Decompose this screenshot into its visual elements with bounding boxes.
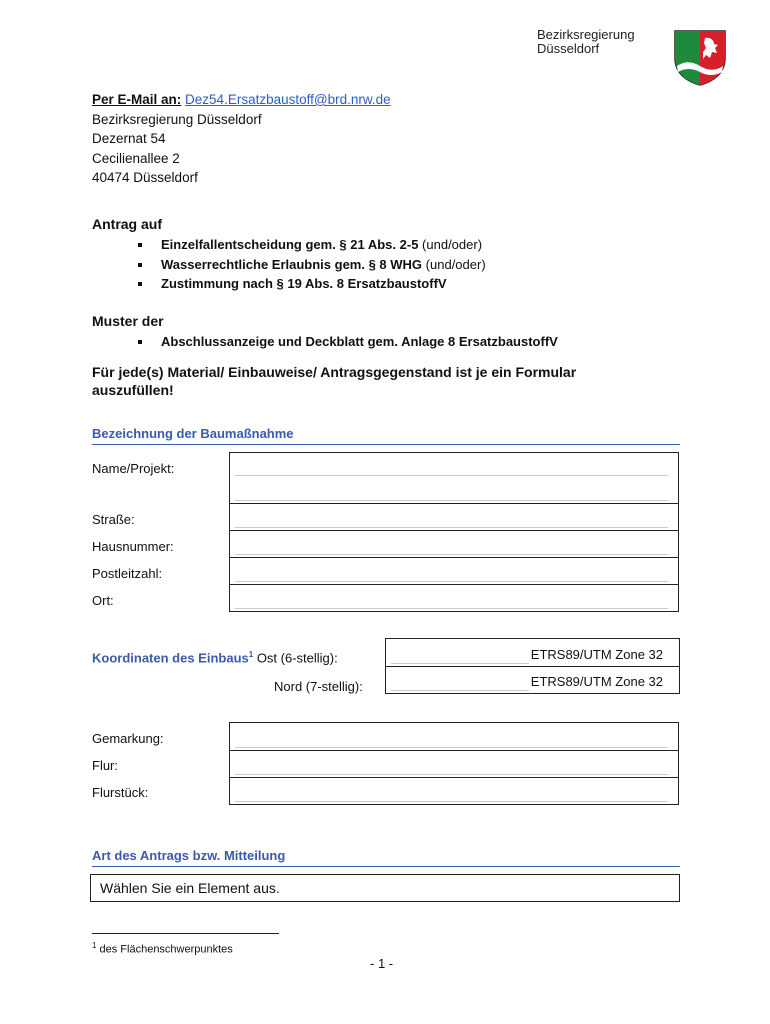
list-item: Abschlussanzeige und Deckblatt gem. Anlage 8 ErsatzbaustoffV — [138, 332, 558, 352]
hausnummer-label: Hausnummer: — [92, 539, 174, 554]
organization-name — [537, 28, 635, 56]
address-line-1: Bezirksregierung Düsseldorf — [92, 111, 262, 127]
ort-field[interactable] — [230, 584, 678, 611]
address-line-4: 40474 Düsseldorf — [92, 170, 198, 185]
ost-label: Ost (6-stellig): — [253, 650, 338, 666]
ost-field[interactable] — [386, 639, 679, 666]
flur-label: Flur: — [92, 758, 118, 773]
name-field[interactable] — [230, 453, 678, 503]
gemarkung-field[interactable] — [230, 723, 678, 750]
list-item: Zustimmung nach § 19 Abs. 8 ErsatzbaustoffV — [138, 274, 486, 294]
section-title-art: Art des Antrags bzw. Mitteilung — [92, 848, 680, 867]
ort-label: Ort: — [92, 593, 114, 608]
org-line-1: Bezirksregierung — [537, 27, 635, 42]
list-item: Einzelfallentscheidung gem. § 21 Abs. 2-5 (und/oder) — [138, 235, 486, 255]
strasse-label: Straße: — [92, 512, 135, 527]
nord-field[interactable] — [386, 666, 679, 693]
name-label: Name/Projekt: — [92, 461, 175, 476]
footnote-text: des Flächenschwerpunktes — [96, 943, 233, 956]
koordinaten-title: Koordinaten des Einbaus — [92, 650, 249, 666]
baumassnahme-fields-box — [229, 452, 679, 612]
footnote — [92, 941, 233, 956]
art-select-value: Wählen Sie ein Element aus. — [100, 880, 280, 896]
nord-unit: ETRS89/UTM Zone 32 — [530, 674, 663, 689]
list-item: Wasserrechtliche Erlaubnis gem. § 8 WHG (und/oder) — [138, 255, 486, 275]
address-line-2: Dezernat 54 — [92, 131, 166, 146]
nord-label: Nord (7-stellig): — [274, 679, 363, 694]
ost-unit: ETRS89/UTM Zone 32 — [530, 647, 663, 662]
email-link[interactable]: Dez54.Ersatzbaustoff@brd.nrw.de — [185, 92, 391, 107]
plz-field[interactable] — [230, 557, 678, 584]
art-select[interactable] — [90, 874, 680, 902]
footnote-ref: 1 — [248, 650, 254, 659]
flurstueck-field[interactable] — [230, 777, 678, 804]
email-label: Per E-Mail an: — [92, 92, 182, 107]
instruction-text: Für jede(s) Material/ Einbauweise/ Antragsgegenstand ist je ein Formular auszufüllen! — [92, 364, 577, 398]
section-title-baumassnahme: Bezeichnung der Baumaßnahme — [92, 426, 680, 445]
page-number: - 1 - — [370, 956, 394, 971]
flur-field[interactable] — [230, 750, 678, 777]
plz-label: Postleitzahl: — [92, 566, 163, 581]
nrw-crest-logo — [672, 28, 728, 86]
address-block — [92, 90, 391, 188]
hausnummer-field[interactable] — [230, 530, 678, 557]
flur-fields-box — [229, 722, 679, 805]
address-line-3: Cecilienallee 2 — [92, 150, 180, 166]
footnote-divider — [92, 933, 279, 934]
coordinates-box — [385, 638, 680, 694]
antrag-list — [138, 235, 486, 294]
org-line-2: Düsseldorf — [537, 41, 600, 56]
antrag-heading: Antrag auf — [92, 216, 162, 232]
muster-list — [138, 332, 558, 352]
koordinaten-row — [92, 650, 338, 665]
strasse-field[interactable] — [230, 503, 678, 530]
flurstueck-label: Flurstück: — [92, 785, 149, 800]
footnote-number: 1 — [92, 941, 97, 950]
muster-heading: Muster der — [92, 313, 164, 329]
email-line — [92, 90, 391, 110]
gemarkung-label: Gemarkung: — [92, 731, 164, 746]
